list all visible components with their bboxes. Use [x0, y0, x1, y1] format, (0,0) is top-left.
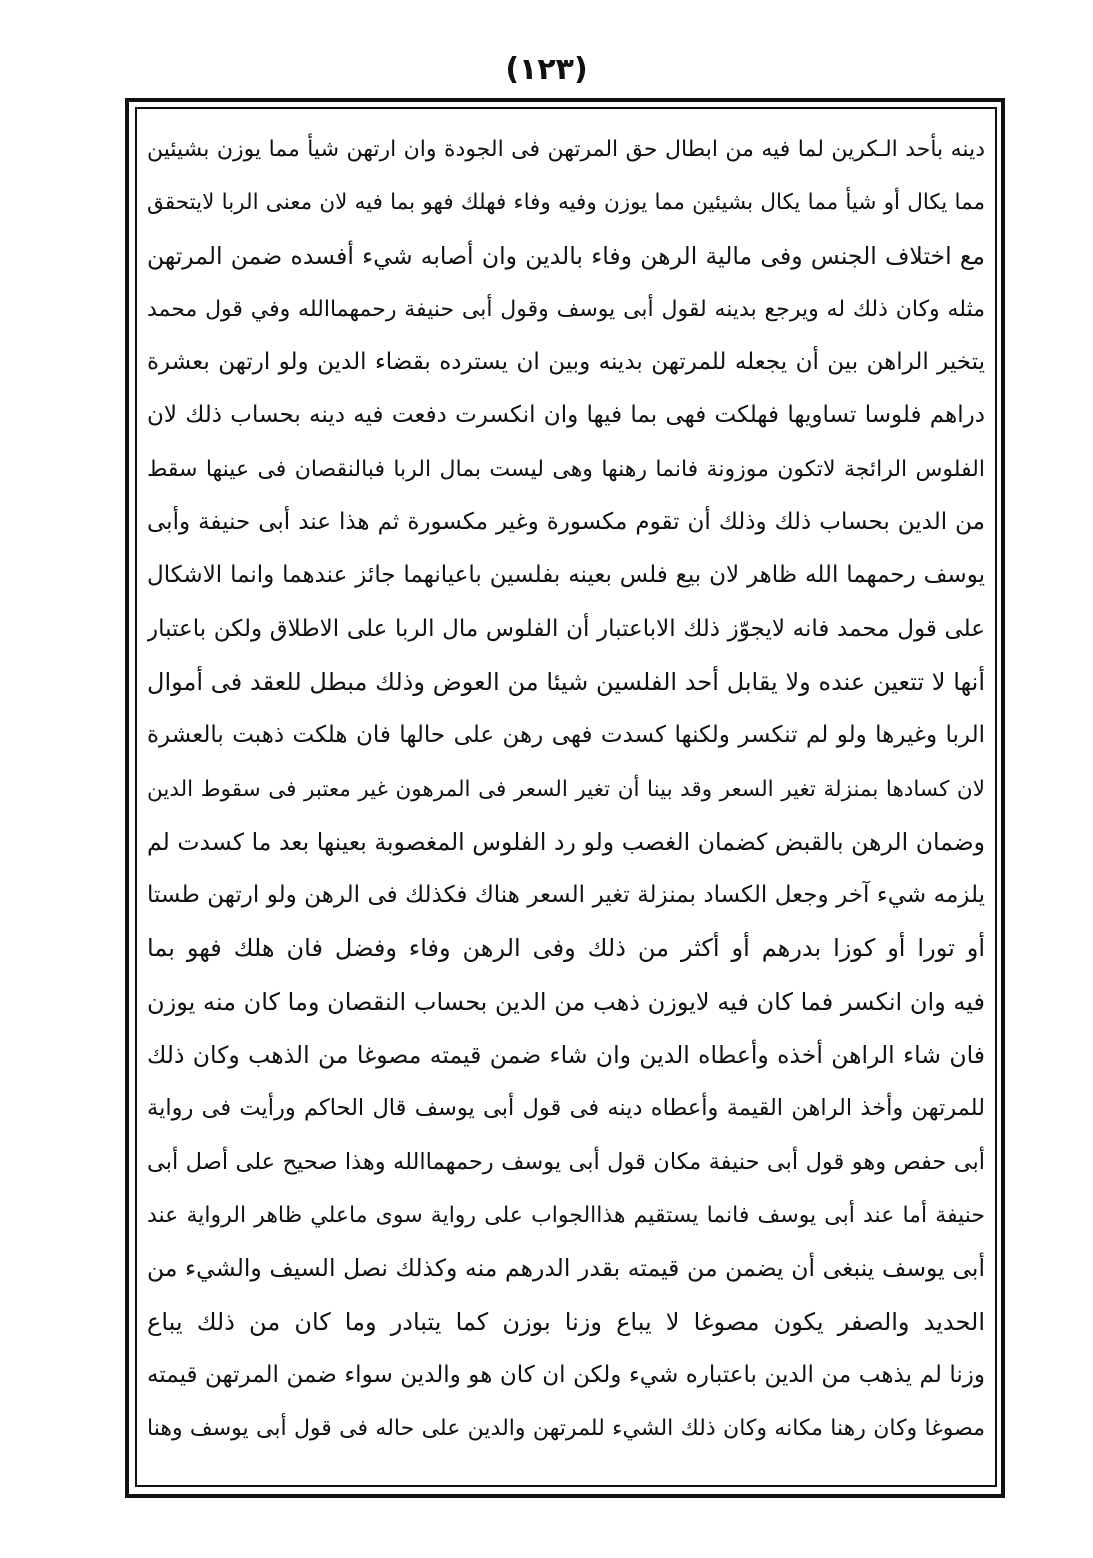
text-line: مثله وكان ذلك له ويرجع بدينه لقول أبى يوسف وقول أبى حنيفة رحمهماالله وفي قول محمد [147, 296, 985, 322]
text-line: مما يكال أو شيأ مما يكال بشيئين مما يوزن وفيه وفاء فهلك فهو بما فيه لان معنى الربا لايتحقق [147, 190, 985, 216]
text-line: الحديد والصفر يكون مصوغا لا يباع وزنا بوزن كما يتبادر وما كان من ذلك يباع [147, 1307, 985, 1336]
text-line: فيه وان انكسر فما كان فيه لايوزن ذهب من الدين بحساب النقصان وما كان منه يوزن [147, 987, 985, 1016]
page-number: (١٢٣) [505, 52, 588, 87]
text-line: من الدين بحساب ذلك وذلك أن تقوم مكسورة وغير مكسورة ثم هذا عند أبى حنيفة وأبى [147, 509, 985, 536]
text-line: لان كسادها بمنزلة تغير السعر وقد بينا أن تغير السعر فى المرهون غير معتبر فى سقوط الدين [147, 776, 985, 802]
text-line: يتخير الراهن بين أن يجعله للمرتهن بدينه وبين ان يسترده بقضاء الدين ولو ارتهن بعشرة [147, 349, 985, 376]
body-text [147, 123, 985, 1455]
text-line: فان شاء الراهن أخذه وأعطاه الدين وان شاء ضمن قيمته مصوغا من الذهب وكان ذلك [147, 1041, 985, 1070]
text-line: على قول محمد فانه لايجوّز ذلك الاباعتبار أن الفلوس مال الربا على الاطلاق ولكن باعتبار [147, 615, 985, 642]
text-line: حنيفة أما عند أبى يوسف فانما يستقيم هذاالجواب على رواية سوى ماعلي ظاهر الرواية عند [147, 1202, 985, 1228]
text-line: الفلوس الرائجة لاتكون موزونة فانما رهنها وهى ليست بمال الربا فبالنقصان فى عينها سقط [147, 456, 985, 482]
text-line: يلزمه شيء آخر وجعل الكساد بمنزلة تغير السعر هناك فكذلك فى الرهن ولو ارتهن طستا [147, 882, 985, 909]
text-line: أنها لا تتعين عنده ولا يقابل أحد الفلسين شيئا من العوض وذلك مبطل للعقد فى أموال [147, 667, 985, 696]
text-line: مع اختلاف الجنس وفى مالية الرهن وفاء بالدين وان أصابه شيء أفسده ضمن المرتهن [147, 241, 985, 270]
text-line: أبى يوسف ينبغى أن يضمن من قيمته بقدر الدرهم منه وكذلك نصل السيف والشيء من [147, 1254, 985, 1283]
text-line: وزنا لم يذهب من الدين باعتباره شيء ولكن ان كان هو والدين سواء ضمن المرتهن قيمته [147, 1361, 985, 1388]
text-line: دينه بأحد الـكرين لما فيه من ابطال حق المرتهن فى الجودة وان ارتهن شيأ مما يوزن بشيئين [147, 137, 985, 162]
text-line: وضمان الرهن بالقبض كضمان الغصب ولو رد الفلوس المغصوبة بعينها بعد ما كسدت لم [147, 827, 985, 856]
text-line: يوسف رحمهما الله ظاهر لان بيع فلس بعينه بفلسين باعيانهما جائز عندهما وانما الاشكال [147, 562, 985, 589]
text-line: للمرتهن وأخذ الراهن القيمة وأعطاه دينه فى قول أبى يوسف قال الحاكم ورأيت فى رواية [147, 1095, 985, 1122]
text-line: أو تورا أو كوزا بدرهم أو أكثر من ذلك وفى الرهن وفاء وفضل فان هلك فهو بما [147, 934, 985, 963]
text-line: أبى حفص وهو قول أبى حنيفة مكان قول أبى يوسف رحمهماالله وهذا صحيح على أصل أبى [147, 1148, 985, 1175]
text-line: مصوغا وكان رهنا مكانه وكان ذلك الشيء للمرتهن والدين على حاله فى قول أبى يوسف وهنا [147, 1416, 985, 1442]
text-line: دراهم فلوسا تساويها فهلكت فهى بما فيها وان انكسرت دفعت فيه دينه بحساب ذلك لان [147, 402, 985, 429]
text-line: الربا وغيرها ولو لم تنكسر ولكنها كسدت فهى رهن على حالها فان هلكت ذهبت بالعشرة [147, 722, 985, 749]
